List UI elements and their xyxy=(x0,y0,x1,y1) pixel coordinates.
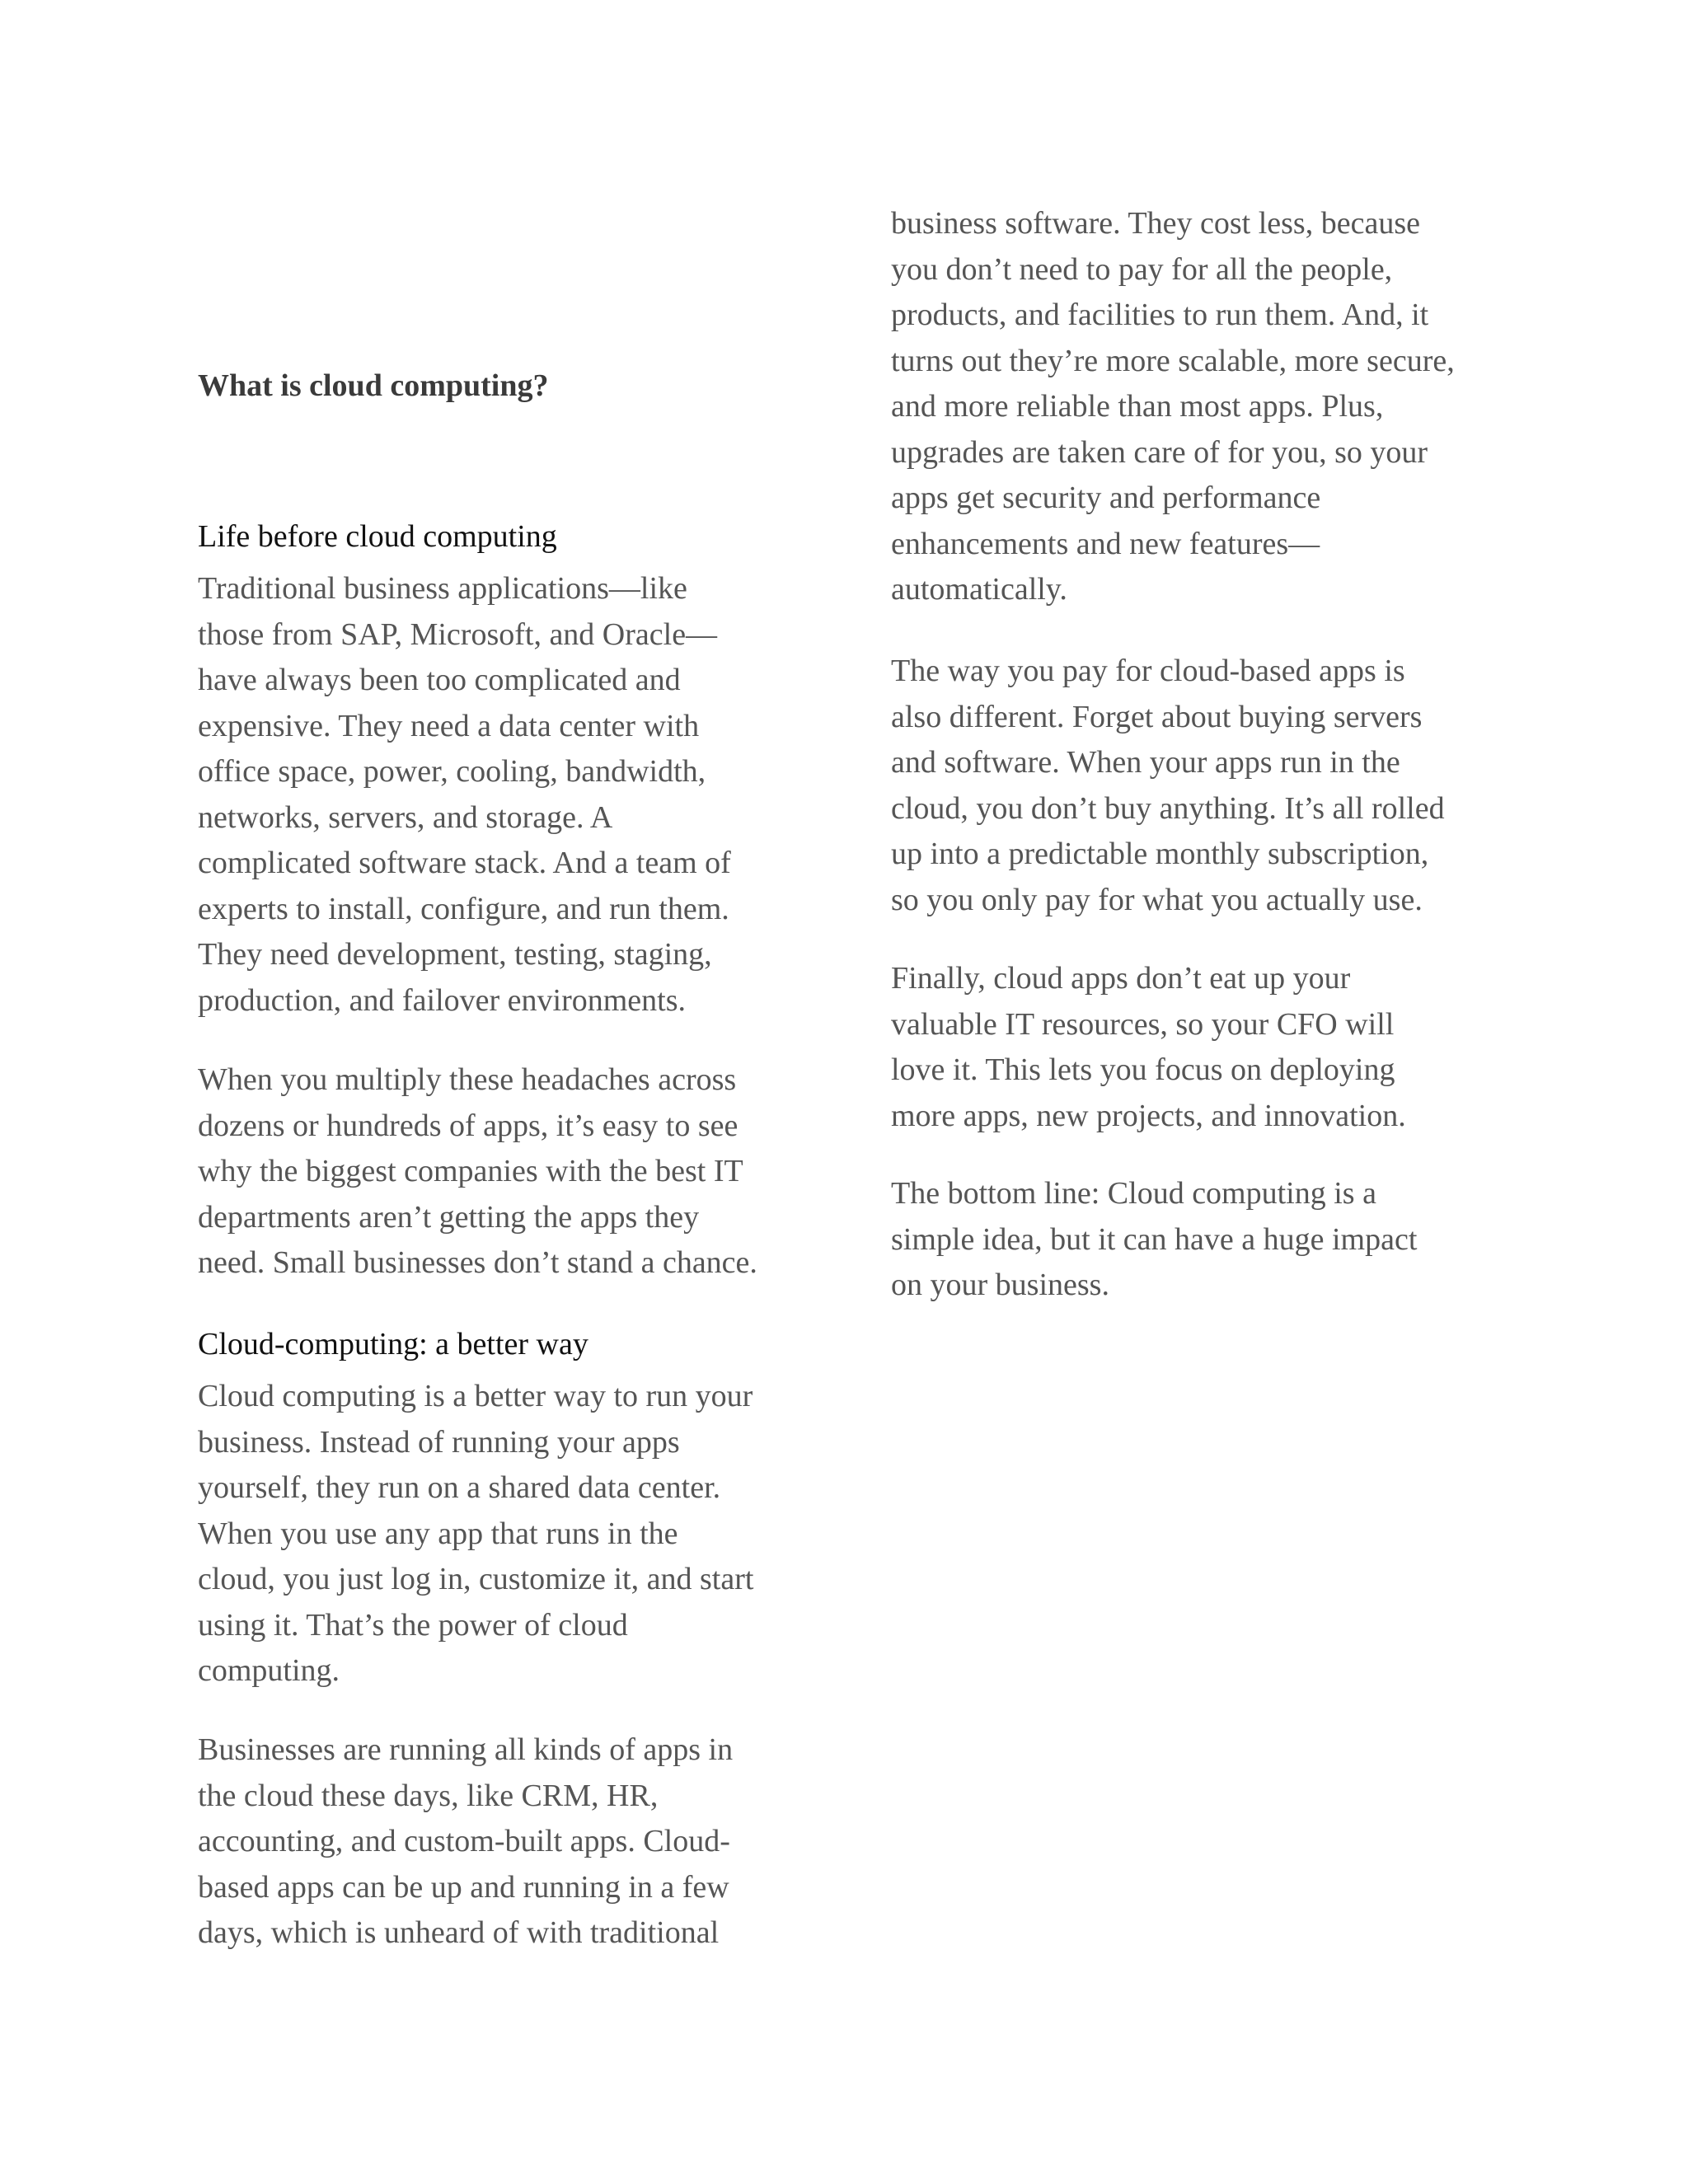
text-line: products, and facilities to run them. And, it xyxy=(891,298,1429,332)
text-line: Cloud computing is a better way to run your xyxy=(198,1379,753,1413)
text-line: simple idea, but it can have a huge impact xyxy=(891,1221,1418,1257)
section-heading-life-before: Life before cloud computing xyxy=(198,519,557,554)
text-line: so you only pay for what you actually use. xyxy=(891,882,1423,917)
paragraph-headaches xyxy=(198,1057,757,1286)
text-line: more apps, new projects, and innovation. xyxy=(891,1098,1406,1133)
paragraph-traditional-apps xyxy=(198,566,731,1024)
text-line: automatically. xyxy=(891,572,1067,607)
paragraph-better-way xyxy=(198,1374,753,1694)
text-line: accounting, and custom-built apps. Cloud- xyxy=(198,1824,730,1858)
paragraph-pricing xyxy=(891,649,1445,923)
text-line: expensive. They need a data center with xyxy=(198,708,700,743)
text-line: departments aren’t getting the apps they xyxy=(198,1199,700,1235)
paragraph-businesses-running xyxy=(198,1727,733,1957)
text-line: and more reliable than most apps. Plus, xyxy=(891,389,1384,424)
text-line: Finally, cloud apps don’t eat up your xyxy=(891,961,1351,996)
text-line: Traditional business applications—like xyxy=(198,571,687,606)
text-line: When you use any app that runs in the xyxy=(198,1516,678,1551)
text-line: turns out they’re more scalable, more secure, xyxy=(891,343,1455,378)
text-line: When you multiply these headaches across xyxy=(198,1062,737,1097)
section-heading-better-way: Cloud-computing: a better way xyxy=(198,1327,588,1361)
text-line: up into a predictable monthly subscription, xyxy=(891,837,1429,871)
text-line: apps get security and performance xyxy=(891,480,1321,515)
paragraph-businesses-running-continued xyxy=(891,201,1455,613)
text-line: networks, servers, and storage. A xyxy=(198,799,613,835)
text-line: valuable IT resources, so your CFO will xyxy=(891,1006,1395,1042)
text-line: dozens or hundreds of apps, it’s easy to see xyxy=(198,1108,738,1143)
text-line: They need development, testing, staging, xyxy=(198,937,712,972)
page-title: What is cloud computing? xyxy=(198,368,549,403)
text-line: you don’t need to pay for all the people, xyxy=(891,251,1393,287)
text-line: The way you pay for cloud-based apps is xyxy=(891,654,1405,688)
paragraph-it-resources xyxy=(891,956,1406,1139)
text-line: why the biggest companies with the best IT xyxy=(198,1154,743,1188)
text-line: cloud, you just log in, customize it, and start xyxy=(198,1562,754,1596)
text-line: need. Small businesses don’t stand a chance. xyxy=(198,1245,757,1280)
text-line: production, and failover environments. xyxy=(198,982,687,1018)
text-line: the cloud these days, like CRM, HR, xyxy=(198,1778,659,1813)
text-line: Businesses are running all kinds of apps in xyxy=(198,1732,734,1767)
text-line: cloud, you don’t buy anything. It’s all rolled xyxy=(891,790,1445,826)
text-line: love it. This lets you focus on deploying xyxy=(891,1052,1395,1087)
text-line: also different. Forget about buying servers xyxy=(891,699,1423,734)
text-line: enhancements and new features— xyxy=(891,526,1320,561)
text-line: The bottom line: Cloud computing is a xyxy=(891,1176,1376,1211)
text-line: based apps can be up and running in a few xyxy=(198,1869,729,1905)
text-line: experts to install, configure, and run them. xyxy=(198,891,729,926)
text-line: yourself, they run on a shared data center. xyxy=(198,1470,721,1505)
text-line: have always been too complicated and xyxy=(198,663,681,697)
text-line: using it. That’s the power of cloud xyxy=(198,1607,628,1643)
text-line: office space, power, cooling, bandwidth, xyxy=(198,754,706,789)
text-line: business. Instead of running your apps xyxy=(198,1424,680,1460)
text-line: business software. They cost less, because xyxy=(891,206,1420,241)
paragraph-bottom-line xyxy=(891,1171,1417,1309)
text-line: days, which is unheard of with traditional xyxy=(198,1915,720,1950)
text-line: computing. xyxy=(198,1653,340,1688)
text-line: and software. When your apps run in the xyxy=(891,745,1400,780)
text-line: on your business. xyxy=(891,1268,1109,1302)
text-line: those from SAP, Microsoft, and Oracle— xyxy=(198,616,718,652)
text-line: upgrades are taken care of for you, so your xyxy=(891,434,1428,470)
text-line: complicated software stack. And a team of xyxy=(198,846,731,880)
